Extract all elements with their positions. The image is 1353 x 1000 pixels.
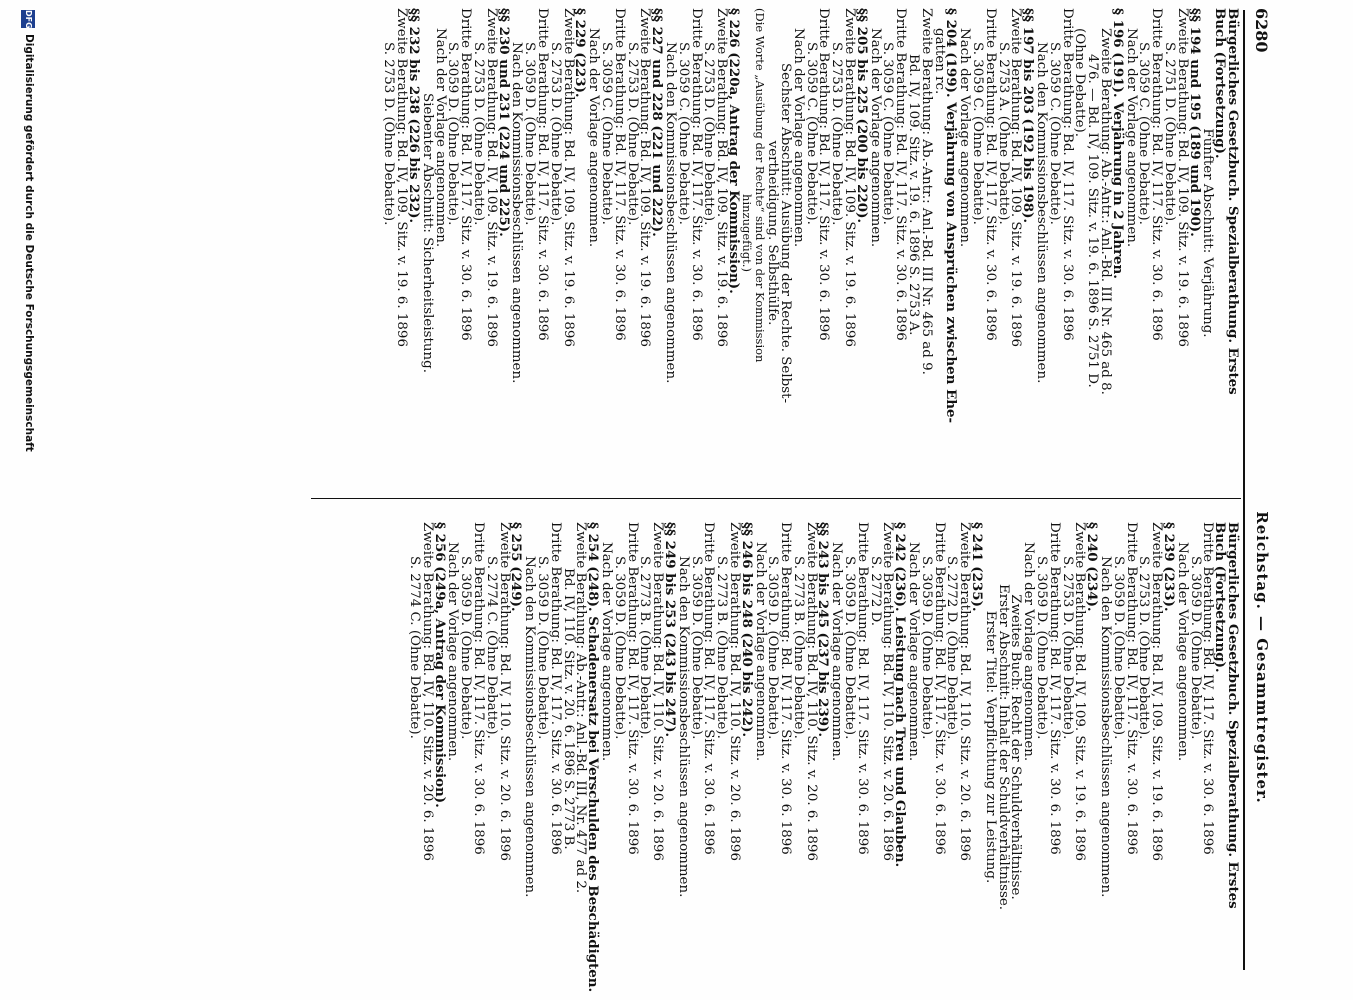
index-line: Erster Abschnitt: Inhalt der Schuldverhältnisse. <box>995 583 1011 911</box>
index-line: S. 3059 C. (Ohne Debatte). <box>675 42 691 225</box>
index-line: Dritte Berathung: Bd. IV, 117. Sitz. v. 30. 6. 1896 <box>1059 8 1075 341</box>
index-line: Siebenter Abschnitt: Sicherheitsleistung. <box>419 93 435 373</box>
index-line: § 196 (191). Verjährung in 2 Jahren. <box>1109 8 1126 279</box>
index-line: (Die Worte „Ausübung der Rechte“ sind von der Kommission <box>752 8 767 363</box>
index-line: S. 3059 C. (Ohne Debatte). <box>970 42 986 225</box>
index-line: Zweite Berathung: Bd. IV, 109. Sitz. v. 19. 6. 1896 <box>842 8 858 347</box>
index-line: Zweite Berathung: Bd. IV, 109. Sitz. v. 19. 6. 1896 <box>714 8 730 347</box>
index-line: S. 2753 D. (Ohne Debatte). <box>829 42 845 226</box>
index-line: § 226 (220a, Antrag der Kommission). <box>725 8 742 294</box>
index-line: Nach der Vorlage angenommen. <box>906 542 922 762</box>
index-line: Bürgerliches Gesetzbuch. Spezialberathung. Erstes <box>1225 522 1241 909</box>
index-line: S. 3059 D. (Ohne Debatte). <box>611 556 627 740</box>
index-line: Nach den Kommissionsbeschlüssen angenommen. <box>662 42 678 384</box>
index-line: Zweite Berathung: Bd. IV, 110. Sitz. v. 20. 6. 1896 <box>650 522 666 861</box>
index-line: S. 2751 D. (Ohne Debatte). <box>1162 42 1178 226</box>
index-line: Nach den Kommissionsbeschlüssen angenommen. <box>675 556 691 898</box>
index-line: Dritte Berathung: Bd. IV, 117. Sitz. v. 30. 6. 1896 <box>1200 522 1216 855</box>
page-number: 6280 <box>1252 8 1271 53</box>
index-line: Dritte Berathung: Bd. IV, 117. Sitz. v. 30. 6. 1896 <box>470 522 486 855</box>
index-line: S. 3059 D. (Ohne Debatte). <box>445 42 461 226</box>
page-header <box>1243 0 1283 1000</box>
index-line: Buch (Fortsetzung). <box>1212 522 1229 673</box>
index-line: S. 3059 D. (Ohne Debatte). <box>1034 556 1050 740</box>
index-line: vertheidigung. Selbsthülfe. <box>765 140 781 326</box>
index-line: Zweite Berathung: Bd. IV, 110. Sitz. v. 20. 6. 1896 <box>726 522 742 861</box>
index-line: Zweite Berathung: Ab.-Antr.: Anl.-Bd. III Nr. 465 ad 8. <box>1098 28 1114 395</box>
index-line: S. 2772 D. <box>867 556 883 627</box>
index-line: Dritte Berathung: Bd. IV, 117. Sitz. v. 30. 6. 1896 <box>854 522 870 855</box>
index-line: S. 3059 D. (Ohne Debatte). <box>1187 556 1203 740</box>
index-line: Nach der Vorlage angenommen. <box>957 28 973 248</box>
index-line: § 229 (223). <box>572 8 589 98</box>
index-line: Bürgerliches Gesetzbuch. Spezialberathung. Erstes <box>1225 8 1241 395</box>
index-line: § 254 (248). Schadenersatz bei Verschulden des Beschädigten. <box>585 522 602 993</box>
index-line: Nach der Vorlage angenommen. <box>586 28 602 248</box>
index-line: S. 2753 D. (Ohne Debatte). <box>624 42 640 226</box>
index-line: §§ 230 und 231 (224 und 225). <box>495 8 512 237</box>
index-line: Nach der Vorlage angenommen. <box>867 28 883 248</box>
index-line: Zweite Berathung: Ab.-Antr.: Anl.-Bd. III, Nr. 477 ad 2. <box>573 522 589 894</box>
index-line: S. 2773 B. (Ohne Debatte). <box>714 556 730 739</box>
index-line: § 255 (249). <box>508 522 525 612</box>
index-line: S. 2753 D. (Ohne Debatte). <box>547 42 563 226</box>
index-line: Dritte Berathung: Bd. IV, 117. Sitz. v. 30. 6. 1896 <box>1123 522 1139 855</box>
index-line: Dritte Berathung: Bd. IV, 117. Sitz. v. 30. 6. 1896 <box>611 8 627 341</box>
index-line: Dritte Berathung: Bd. IV, 117. Sitz. v. 30. 6. 1896 <box>931 522 947 855</box>
index-line: Bd. IV, 110. Sitz. v. 20. 6. 1896 S. 2773 B. <box>560 568 576 850</box>
index-line: S. 2774 C. (Ohne Debatte). <box>407 556 422 739</box>
index-line: S. 2753 D. (Ohne Debatte). <box>1136 556 1152 740</box>
index-line: Zweite Berathung: Bd. IV, 110. Sitz. v. 20. 6. 1896 <box>419 522 435 861</box>
index-line: §§ 197 bis 203 (192 bis 198). <box>1020 8 1037 224</box>
column-divider <box>311 498 1241 499</box>
index-line: Bd. IV, 109. Sitz. v. 19. 6. 1896 S. 2753 A. <box>906 54 922 336</box>
index-line: Zweite Berathung: Bd. IV, 110. Sitz. v. 20. 6. 1896 <box>803 522 819 861</box>
index-line: S. 2753 D. (Ohne Debatte). <box>1059 556 1075 740</box>
index-line: Zweite Berathung: Bd. IV, 109. Sitz. v. 19. 6. 1896 <box>483 8 499 347</box>
index-line: Zweite Berathung: Bd. IV, 109. Sitz. v. 19. 6. 1896 <box>1174 8 1190 347</box>
index-line: Zweite Berathung: Bd. IV, 110. Sitz. v. 20. 6. 1896 <box>880 522 896 861</box>
index-line: S. 3059 C. (Ohne Debatte). <box>1046 42 1062 225</box>
index-line: Dritte Berathung: Bd. IV, 117. Sitz. v. 30. 6. 1896 <box>982 8 998 341</box>
index-line: S. 3059 D. (Ohne Debatte). <box>534 556 550 740</box>
index-line: §§ 227 und 228 (221 und 222). <box>649 8 666 237</box>
index-line: Dritte Berathung: Bd. IV, 117. Sitz. v. 30. 6. 1896 <box>1046 522 1062 855</box>
index-line: S. 2753 D. (Ohne Debatte). <box>470 42 486 226</box>
index-line: 476. — Bd. IV, 109. Sitz. v. 19. 6. 1896 S. 2751 D. <box>1085 54 1101 388</box>
index-line: §§ 243 bis 245 (237 bis 239). <box>815 522 832 738</box>
index-line: Zweites Buch: Recht der Schuldverhältnisse. <box>1008 594 1024 900</box>
index-line: S. 3059 D. (Ohne Debatte). <box>765 556 781 740</box>
index-line: § 242 (236). Leistung nach Treu und Glauben. <box>892 522 909 868</box>
index-line: Nach der Vorlage angenommen. <box>1021 542 1037 762</box>
index-line: Nach der Vorlage angenommen. <box>598 542 614 762</box>
index-line: Sechster Abschnitt: Ausübung der Rechte. Selbst- <box>778 62 794 403</box>
index-line: §§ 249 bis 253 (243 bis 247). <box>661 522 678 738</box>
index-line: Dritte Berathung: Bd. IV, 117. Sitz. v. 30. 6. 1896 <box>458 8 474 341</box>
index-line: Zweite Berathung: Bd. IV, 110. Sitz. v. 20. 6. 1896 <box>496 522 512 861</box>
index-line: Nach den Kommissionsbeschlüssen angenommen. <box>522 556 538 898</box>
index-line: Nach der Vorlage angenommen. <box>1174 542 1190 762</box>
index-line: hinzugefügt.) <box>739 194 754 272</box>
index-line: S. 2753 D. (Ohne Debatte). <box>701 42 717 226</box>
index-line: Dritte Berathung: Bd. IV, 117. Sitz. v. 30. 6. 1896 <box>893 8 909 341</box>
dfg-logo: DFG <box>21 10 35 28</box>
index-line: Zweite Berathung: Bd. IV, 109. Sitz. v. 19. 6. 1896 <box>394 8 410 347</box>
index-line: S. 3059 C. (Ohne Debatte). <box>598 42 614 225</box>
index-line: Dritte Berathung: Bd. IV, 117. Sitz. v. 30. 6. 1896 <box>547 522 563 855</box>
index-line: Zweite Berathung: Bd. IV, 109. Sitz. v. 19. 6. 1896 <box>560 8 576 347</box>
index-line: Nach den Kommissionsbeschlüssen angenommen. <box>509 42 525 384</box>
index-line: §§ 205 bis 225 (200 bis 220). <box>853 8 870 224</box>
index-line: Nach den Kommissionsbeschlüssen angenommen. <box>1034 42 1050 384</box>
index-line: Nach der Vorlage angenommen. <box>1123 28 1139 248</box>
right-column <box>407 522 1241 993</box>
index-line: Zweite Berathung: Bd. IV, 109. Sitz. v. 19. 6. 1896 <box>1008 8 1024 347</box>
footer <box>7 0 47 1000</box>
index-line: §§ 232 bis 238 (226 bis 232). <box>406 8 422 224</box>
index-line: S. 2773 B. (Ohne Debatte). <box>790 556 806 739</box>
index-line: § 240 (234). <box>1084 522 1101 612</box>
index-line: Erster Titel: Verpflichtung zur Leistung. <box>982 610 998 884</box>
index-line: Buch (Fortsetzung). <box>1212 8 1229 159</box>
index-line: Nach der Vorlage angenommen. <box>829 542 845 762</box>
index-line: Dritte Berathung: Bd. IV, 117. Sitz. v. 30. 6. 1896 <box>816 8 832 341</box>
index-line: gatten rc. <box>931 28 947 95</box>
index-line: Dritte Berathung: Bd. IV, 117. Sitz. v. 30. 6. 1896 <box>701 522 717 855</box>
index-line: S. 2773 B. (Ohne Debatte). <box>637 556 653 739</box>
index-line: Dritte Berathung: Bd. IV, 117. Sitz. v. 30. 6. 1896 <box>688 8 704 341</box>
index-line: § 204 (199). Verjährung von Ansprüchen zwischen Ehe- <box>943 8 960 424</box>
index-line: § 239 (233). <box>1161 522 1178 612</box>
index-line: (Ohne Debatte). <box>1072 28 1088 138</box>
index-line: § 256 (249a, Antrag der Kommission). <box>431 522 448 808</box>
index-line: S. 2753 A. (Ohne Debatte). <box>995 42 1011 225</box>
index-line: S. 3059 D. (Ohne Debatte). <box>458 556 474 740</box>
index-line: S. 3059 D. (Ohne Debatte). <box>842 556 858 740</box>
index-line: Dritte Berathung: Bd. IV, 117. Sitz. v. 30. 6. 1896 <box>778 522 794 855</box>
index-line: S. 3059 C. (Ohne Debatte). <box>880 42 896 225</box>
index-line: Nach der Vorlage angenommen. <box>432 28 448 248</box>
index-line: §§ 194 und 195 (189 und 190). <box>1186 8 1203 237</box>
index-line: Nach der Vorlage angenommen. <box>752 542 768 762</box>
index-line: Dritte Berathung: Bd. IV, 117. Sitz. v. 30. 6. 1896 <box>624 522 640 855</box>
index-line: Zweite Berathung: Bd. IV, 109. Sitz. v. 19. 6. 1896 <box>637 8 653 347</box>
index-line: S. 3059 C. (Ohne Debatte). <box>1136 42 1152 225</box>
index-line: S. 2753 D. (Ohne Debatte). <box>381 42 397 226</box>
index-line: Dritte Berathung: Bd. IV, 117. Sitz. v. 30. 6. 1896 <box>1149 8 1165 341</box>
index-line: Nach der Vorlage angenommen. <box>445 542 461 762</box>
header-rule <box>1243 10 1245 970</box>
index-line: § 241 (235). <box>969 522 986 612</box>
left-column <box>382 8 1239 458</box>
index-line: S. 3059 D. (Ohne Debatte). <box>688 556 704 740</box>
index-line: Zweite Berathung: Bd. IV, 109. Sitz. v. 19. 6. 1896 <box>1072 522 1088 861</box>
index-line: Zweite Berathung: Ab.-Antr.: Anl.-Bd. III Nr. 465 ad 9. <box>918 8 934 375</box>
footer-text: Digitalisierung gefördert durch die Deutsche Forschungsgemeinschaft <box>23 34 35 452</box>
index-line: S. 2774 C. (Ohne Debatte). <box>483 556 499 739</box>
index-line: Dritte Berathung: Bd. IV, 117. Sitz. v. 30. 6. 1896 <box>534 8 550 341</box>
index-line: S. 3059 C. (Ohne Debatte). <box>803 42 819 225</box>
index-line: §§ 246 bis 248 (240 bis 242). <box>738 522 755 738</box>
index-line: S. 3059 D. (Ohne Debatte). <box>522 42 538 226</box>
index-line: Fünfter Abschnitt: Verjährung. <box>1200 128 1216 338</box>
page-title: Reichstag. — Gesammtregister. <box>1253 511 1271 804</box>
index-line: S. 3059 D. (Ohne Debatte). <box>1110 556 1126 740</box>
index-line: Nach der Vorlage angenommen. <box>790 28 806 248</box>
index-line: Zweite Berathung: Bd. IV, 109. Sitz. v. 19. 6. 1896 <box>1149 522 1165 861</box>
index-line: Zweite Berathung: Bd. IV, 110. Sitz. v. 20. 6. 1896 <box>957 522 973 861</box>
index-line: S. 3059 D. (Ohne Debatte). <box>918 556 934 740</box>
index-line: S. 2772 D. (Ohne Debatte). <box>944 556 960 740</box>
index-line: Nach den Kommissionsbeschlüssen angenommen. <box>1098 556 1114 898</box>
